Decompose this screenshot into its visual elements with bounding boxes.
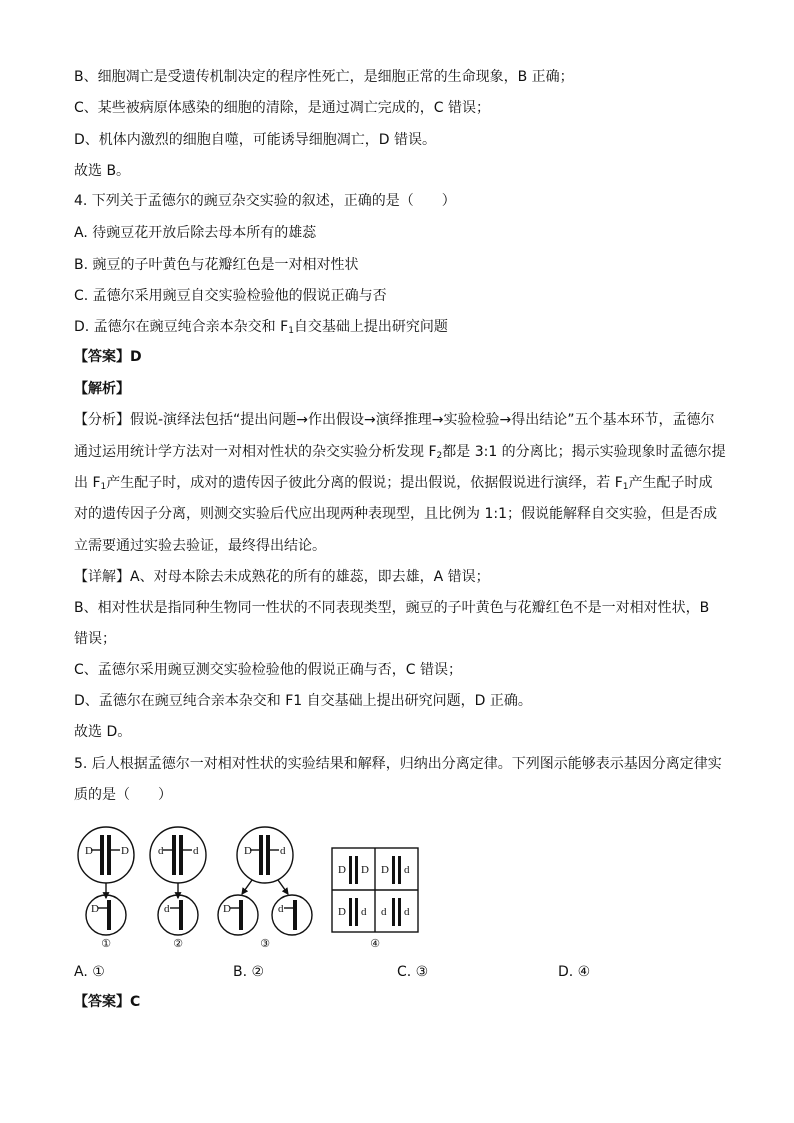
gene-label: d bbox=[361, 906, 367, 918]
q4-detail-line-1: 【详解】A、对母本除去未成熟花的所有的雄蕊，即去雄，A 错误； bbox=[74, 569, 490, 585]
gene-label: d bbox=[193, 845, 199, 857]
q5-stem-line-2: 质的是（ ） bbox=[74, 787, 172, 803]
gene-label: D bbox=[223, 903, 231, 915]
q4-analysis-line-4: 对的遗传因子分离，则测交实验后代应出现两种表现型，且比例为 1:1；假说能解释自交实验，但是否成 bbox=[74, 506, 717, 522]
q5-option-a: A. ① bbox=[74, 964, 105, 980]
gene-label: D bbox=[121, 845, 129, 857]
figure-label-4: ④ bbox=[370, 937, 380, 950]
q4-analysis-line-2: 通过运用统计学方法对一对相对性状的杂交实验分析发现 $F_2$都是 3:1 的分离比；揭示实验现象时孟德尔提 bbox=[74, 444, 726, 461]
q4-analysis-line-3: 出 $F_1$产生配子时，成对的遗传因子彼此分离的假说；提出假说，依据假说进行演绎，若 $F_1$产生配子时成 bbox=[74, 475, 713, 492]
q4-analysis-heading: 【解析】 bbox=[74, 381, 130, 397]
gene-label: D bbox=[361, 864, 369, 876]
q4-option-d: D. 孟德尔在豌豆纯合亲本杂交和 $F_1$自交基础上提出研究问题 bbox=[74, 319, 448, 336]
gene-label: d bbox=[280, 845, 286, 857]
diagram-2 bbox=[150, 827, 206, 935]
q3-explain-d: D、机体内激烈的细胞自噬，可能诱导细胞凋亡，D 错误。 bbox=[74, 132, 437, 148]
q5-answer: 【答案】C bbox=[74, 994, 141, 1010]
q4-analysis-line-5: 立需要通过实验去验证，最终得出结论。 bbox=[74, 538, 326, 554]
gene-label: d bbox=[404, 864, 410, 876]
q4-choose: 故选 D。 bbox=[74, 724, 132, 740]
gene-label: D bbox=[91, 903, 99, 915]
gene-label: D bbox=[381, 864, 389, 876]
q4-option-a: A. 待豌豆花开放后除去母本所有的雄蕊 bbox=[74, 225, 317, 241]
gene-label: d bbox=[278, 903, 284, 915]
q3-choose: 故选 B。 bbox=[74, 163, 131, 179]
q5-option-b: B. ② bbox=[233, 964, 265, 980]
gene-label: D bbox=[338, 864, 346, 876]
figure-label-1: ① bbox=[101, 937, 111, 950]
q4-answer: 【答案】D bbox=[74, 349, 142, 365]
q4-analysis-line-1: 【分析】假说-演绎法包括“提出问题→作出假设→演绎推理→实验检验→得出结论”五个基本环节，孟德尔 bbox=[74, 412, 715, 428]
q4-stem: 4. 下列关于孟德尔的豌豆杂交实验的叙述，正确的是（ ） bbox=[74, 193, 456, 209]
gene-label: d bbox=[158, 845, 164, 857]
diagram-1 bbox=[78, 827, 134, 935]
gene-label: D bbox=[85, 845, 93, 857]
q3-explain-c: C、某些被病原体感染的细胞的清除，是通过凋亡完成的，C 错误； bbox=[74, 100, 490, 116]
q4-option-b: B. 豌豆的子叶黄色与花瓣红色是一对相对性状 bbox=[74, 257, 359, 273]
q4-detail-line-3: 错误； bbox=[74, 631, 116, 647]
diagram-3 bbox=[218, 827, 312, 935]
figure-label-2: ② bbox=[173, 937, 183, 950]
gene-label: D bbox=[244, 845, 252, 857]
gene-label: d bbox=[381, 906, 387, 918]
q5-option-c: C. ③ bbox=[397, 964, 429, 980]
q3-explain-b: B、细胞凋亡是受遗传机制决定的程序性死亡，是细胞正常的生命现象，B 正确； bbox=[74, 69, 574, 85]
q4-detail-line-2: B、相对性状是指同种生物同一性状的不同表现类型，豌豆的子叶黄色与花瓣红色不是一对相对性状，B bbox=[74, 600, 710, 616]
gene-label: D bbox=[338, 906, 346, 918]
q5-stem-line-1: 5. 后人根据孟德尔一对相对性状的实验结果和解释，归纳出分离定律。下列图示能够表示基因分离定律实 bbox=[74, 756, 722, 772]
gene-label: d bbox=[404, 906, 410, 918]
gene-separation-figure bbox=[70, 820, 430, 950]
gene-label: d bbox=[164, 903, 170, 915]
q4-detail-line-4: C、孟德尔采用豌豆测交实验检验他的假说正确与否，C 错误； bbox=[74, 662, 462, 678]
diagram-4-punnett bbox=[332, 848, 418, 932]
q5-option-d: D. ④ bbox=[558, 964, 591, 980]
q4-detail-line-5: D、孟德尔在豌豆纯合亲本杂交和 F1 自交基础上提出研究问题，D 正确。 bbox=[74, 693, 532, 709]
q4-option-c: C. 孟德尔采用豌豆自交实验检验他的假说正确与否 bbox=[74, 288, 387, 304]
figure-label-3: ③ bbox=[260, 937, 270, 950]
